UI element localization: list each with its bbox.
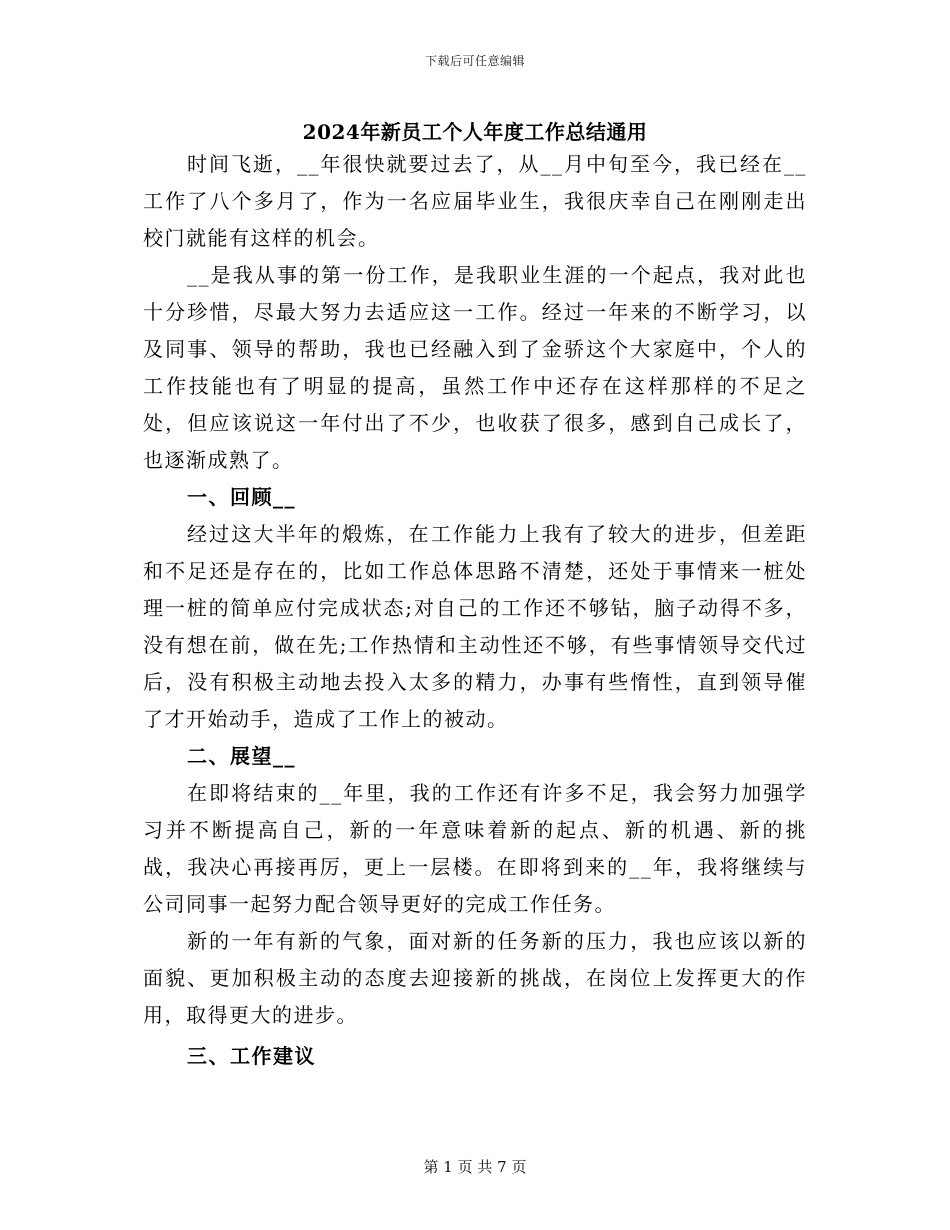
header-note: 下载后可任意编辑: [424, 54, 525, 68]
intro-paragraph-2: __是我从事的第一份工作，是我职业生涯的一个起点，我对此也十分珍惜，尽最大努力去适应这一工作。经过一年来的不断学习，以及同事、领导的帮助，我也已经融入到了金骄这个大家庭中，个人的工作技能也有了明显的提高，虽然工作中还存在这样那样的不足之处，但应该说这一年付出了不少，也收获了很多，感到自己成长了，也逐渐成熟了。: [143, 263, 807, 472]
document-title: 2024年新员工个人年度工作总结通用: [302, 120, 648, 144]
outlook-paragraph-2: 新的一年有新的气象，面对新的任务新的压力，我也应该以新的面貌、更加积极主动的态度去迎接新的挑战，在岗位上发挥更大的作用，取得更大的进步。: [143, 929, 807, 1027]
document-body: [143, 146, 807, 1075]
page-number: 第 1 页 共 7 页: [423, 1158, 527, 1176]
intro-paragraph-1: 时间飞逝，__年很快就要过去了，从__月中旬至今，我已经在__工作了八个多月了，作为一名应届毕业生，我很庆幸自己在刚刚走出校门就能有这样的机会。: [143, 152, 807, 250]
section-heading-suggestions: 三、工作建议: [187, 1044, 316, 1068]
section-heading-review: 一、回顾__: [187, 485, 296, 509]
outlook-paragraph-1: 在即将结束的__年里，我的工作还有许多不足，我会努力加强学习并不断提高自己，新的一年意味着新的起点、新的机遇、新的挑战，我决心再接再厉，更上一层楼。在即将到来的__年，我将继续与公司同事一起努力配合领导更好的完成工作任务。: [143, 781, 807, 916]
review-paragraph: 经过这大半年的煅炼，在工作能力上我有了较大的进步，但差距和不足还是存在的，比如工作总体思路不清楚，还处于事情来一桩处理一桩的简单应付完成状态;对自己的工作还不够钻，脑子动得不多，没有想在前，做在先;工作热情和主动性还不够，有些事情领导交代过后，没有积极主动地去投入太多的精力，办事有些惰性，直到领导催了才开始动手，造成了工作上的被动。: [143, 522, 807, 731]
section-heading-outlook: 二、展望__: [187, 744, 296, 768]
